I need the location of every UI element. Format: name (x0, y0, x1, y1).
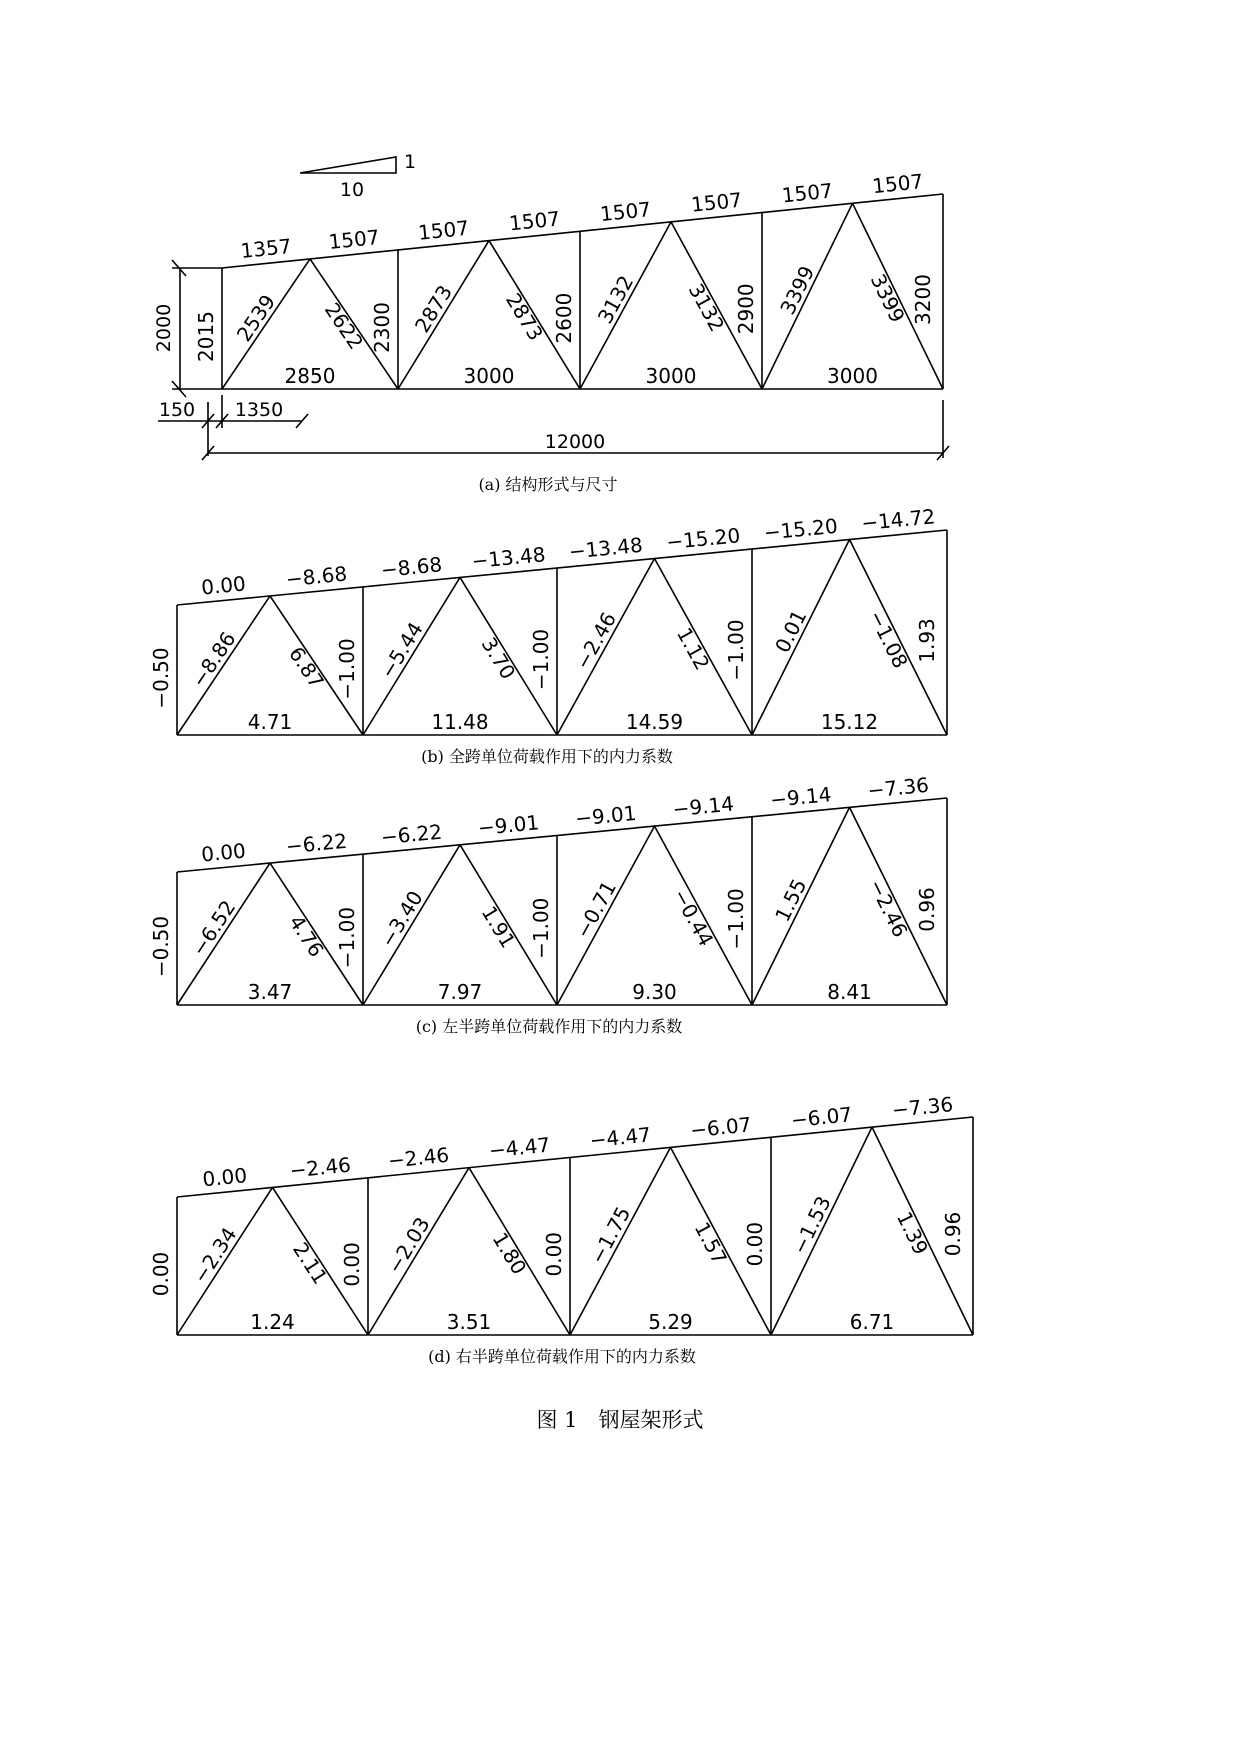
bottom-chord-value-2: 7.97 (437, 980, 483, 1004)
panel-caption: (b) 全跨单位荷载作用下的内力系数 (421, 747, 673, 766)
top-chord-value-6: −9.14 (671, 791, 735, 822)
top-chord-value-4: −9.01 (476, 810, 541, 841)
diagonal-value-3: 2873 (409, 280, 458, 337)
diagonal-value-2: 6.87 (284, 642, 329, 693)
diagonal-value-3: −2.03 (382, 1212, 435, 1278)
top-chord-value-1: 0.00 (200, 838, 247, 867)
top-chord-value-7: −9.14 (769, 782, 833, 812)
vertical-value-4: 0.00 (743, 1221, 767, 1267)
top-chord-value-1: 0.00 (200, 571, 247, 600)
bottom-chord-value-1: 3.47 (247, 980, 293, 1004)
bottom-chord-value-2: 11.48 (431, 710, 489, 734)
diagonal-value-6: 1.57 (689, 1217, 732, 1269)
top-chord-value-5: −13.48 (567, 532, 644, 564)
vertical-value-5: 3200 (911, 274, 935, 325)
diagonal-value-3: −5.44 (375, 617, 428, 683)
top-chord-value-4: 1507 (507, 206, 562, 236)
top-chord-value-5: −9.01 (574, 800, 638, 831)
bottom-chord-value-3: 5.29 (648, 1310, 693, 1334)
slope-triangle (300, 157, 396, 173)
top-chord-value-7: −6.07 (789, 1102, 854, 1133)
diagonal-value-7: 0.01 (770, 605, 812, 657)
top-chord-value-2: −6.22 (284, 828, 349, 859)
vertical-value-3: −1.00 (529, 628, 553, 691)
diagonal-value-5: 3132 (592, 271, 639, 328)
diagonal-value-8: −2.46 (863, 875, 913, 941)
top-chord-value-3: −6.22 (379, 819, 444, 850)
bottom-chord-value-4: 6.71 (849, 1310, 895, 1334)
bottom-chord-value-2: 3.51 (446, 1310, 492, 1334)
dim-150: 150 (158, 399, 196, 421)
diagonal-value-4: 1.91 (476, 901, 521, 953)
vertical-value-5: 0.96 (915, 887, 939, 932)
bottom-chord-value-1: 1.24 (250, 1310, 295, 1334)
vertical-value-3: 0.00 (542, 1231, 566, 1277)
diagonal-value-5: −1.75 (585, 1202, 636, 1268)
diagonal-value-5: −0.71 (570, 876, 621, 943)
bottom-chord-value-3: 9.30 (632, 980, 677, 1004)
vertical-value-4: −1.00 (724, 888, 748, 950)
bottom-chord-value-3: 3000 (645, 364, 697, 388)
vertical-value-5: 0.96 (941, 1211, 965, 1257)
full-span-load-panel (149, 504, 947, 766)
diagonal-value-8: −1.08 (863, 606, 913, 673)
diagonal-value-1: −6.52 (186, 895, 241, 961)
diagonal-value-4: 3.70 (476, 632, 521, 684)
diagonal-value-7: 1.55 (770, 874, 812, 926)
slope-rise: 1 (403, 151, 417, 173)
diagonal-value-5: −2.46 (570, 608, 622, 674)
vertical-value-5: 1.93 (915, 618, 939, 663)
diagonal-value-4: 2873 (500, 288, 549, 345)
top-chord-value-2: 1507 (327, 224, 381, 254)
top-chord-value-8: 1507 (871, 169, 925, 199)
slope-run: 10 (339, 179, 365, 201)
diagonal-value-7: 3399 (775, 262, 820, 319)
truss-dimensions-panel (153, 151, 949, 494)
diagonal-value-1: −8.86 (186, 627, 241, 692)
vertical-value-2: −1.00 (335, 638, 359, 700)
top-chord-value-3: −8.68 (379, 552, 444, 583)
vertical-value-3: −1.00 (529, 897, 553, 959)
top-chord-value-3: −2.46 (386, 1142, 451, 1173)
vertical-value-1: 2015 (194, 311, 218, 362)
height-dimension: 2000 (153, 303, 175, 353)
top-chord-value-5: 1507 (598, 197, 653, 227)
panel-caption: (a) 结构形式与尺寸 (478, 475, 618, 494)
panel-caption: (c) 左半跨单位荷载作用下的内力系数 (415, 1017, 683, 1036)
diagonal-value-1: 2539 (231, 290, 281, 346)
diagonal-value-1: −2.34 (188, 1222, 242, 1288)
vertical-value-1: −0.50 (149, 915, 173, 978)
bottom-chord-value-4: 8.41 (827, 980, 872, 1004)
diagonal-value-6: 1.12 (671, 623, 715, 675)
top-chord-value-6: −6.07 (689, 1112, 753, 1143)
top-chord-value-1: 0.00 (201, 1163, 249, 1192)
figure-caption: 图 1 钢屋架形式 (536, 1408, 704, 1432)
bottom-chord-value-4: 15.12 (820, 710, 879, 734)
top-chord-value-4: −13.48 (470, 542, 547, 574)
diagonal-value-8: 1.39 (891, 1207, 934, 1259)
bottom-chord-value-1: 2850 (284, 364, 336, 388)
bottom-chord-value-4: 3000 (827, 364, 878, 388)
top-chord-value-6: −15.20 (665, 523, 742, 555)
vertical-value-3: 2600 (552, 292, 576, 344)
vertical-value-2: 2300 (370, 302, 394, 353)
top-chord-value-5: −4.47 (588, 1122, 652, 1153)
top-chord-value-8: −14.72 (860, 504, 937, 536)
top-chord-value-7: −15.20 (762, 513, 839, 545)
vertical-value-2: −1.00 (335, 906, 359, 969)
diagonal-value-4: 1.80 (487, 1228, 532, 1279)
diagonal-value-6: −0.44 (668, 884, 719, 951)
vertical-value-4: −1.00 (724, 619, 748, 681)
left-half-span-load-panel (149, 773, 947, 1036)
diagonal-value-2: 2.11 (288, 1237, 333, 1289)
diagonal-value-3: −3.40 (375, 886, 428, 952)
top-chord-value-2: −8.68 (284, 561, 349, 592)
diagonal-value-8: 3399 (865, 270, 910, 327)
top-chord-value-4: −4.47 (487, 1132, 552, 1163)
diagonal-value-2: 2622 (319, 298, 369, 354)
top-chord-value-8: −7.36 (890, 1092, 955, 1123)
vertical-value-4: 2900 (734, 283, 758, 335)
diagonal-value-2: 4.76 (284, 910, 329, 962)
diagonal-value-7: −1.53 (787, 1192, 836, 1258)
bottom-chord-value-1: 4.71 (247, 710, 293, 734)
top-chord-value-6: 1507 (689, 187, 744, 217)
vertical-value-1: 0.00 (149, 1251, 173, 1297)
top-chord-value-3: 1507 (416, 215, 471, 245)
top-chord-value-1: 1357 (239, 233, 293, 264)
top-chord-value-7: 1507 (780, 178, 834, 208)
dim-1350: 1350 (234, 399, 284, 421)
right-half-span-load-panel (149, 1092, 973, 1366)
top-chord-value-2: −2.46 (288, 1152, 352, 1183)
top-chord-value-8: −7.36 (866, 772, 930, 803)
bottom-chord-value-3: 14.59 (625, 710, 684, 734)
vertical-value-1: −0.50 (149, 647, 173, 709)
span-dimension: 12000 (544, 431, 606, 453)
diagonal-value-6: 3132 (683, 279, 730, 336)
vertical-value-2: 0.00 (340, 1242, 364, 1287)
bottom-chord-value-2: 3000 (463, 364, 515, 388)
panel-caption: (d) 右半跨单位荷载作用下的内力系数 (428, 1347, 696, 1366)
